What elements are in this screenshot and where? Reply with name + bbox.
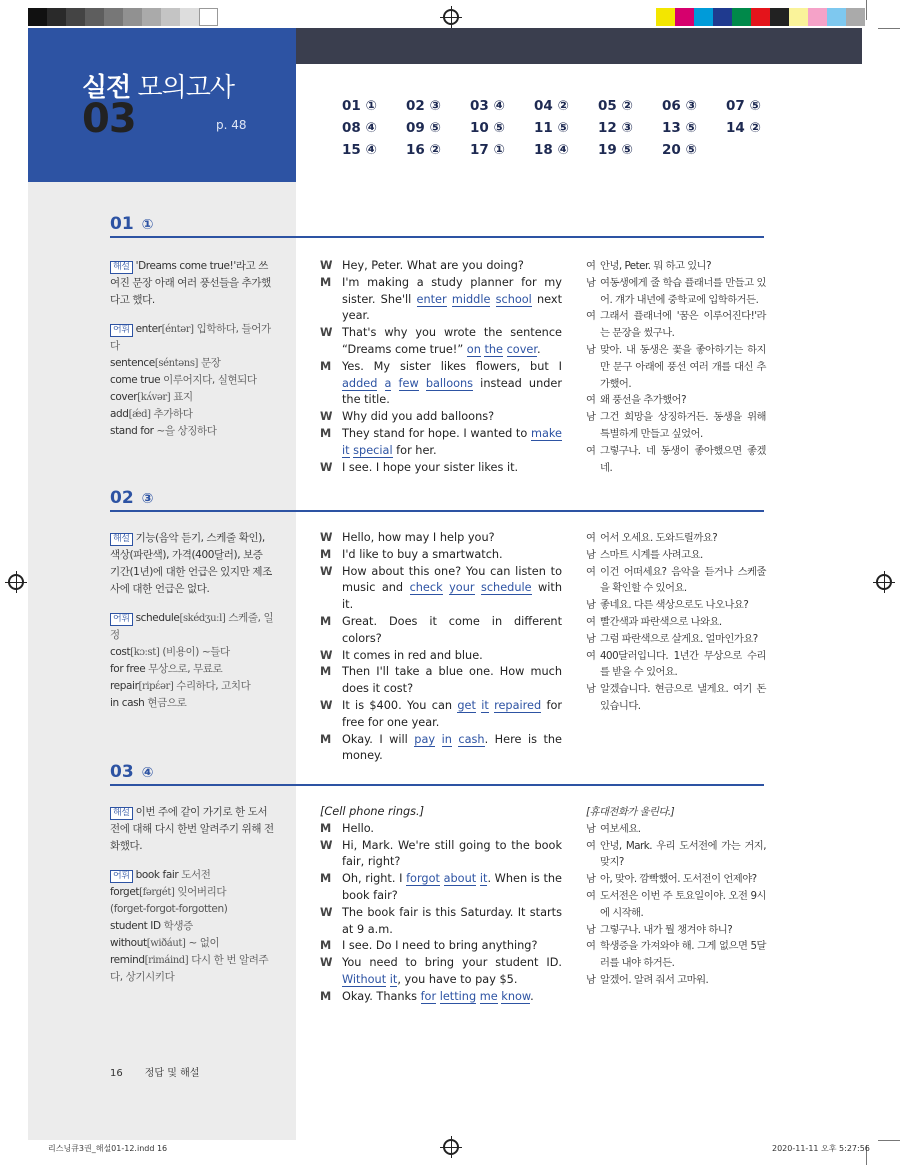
answer-key-item: 04 ② xyxy=(534,98,569,114)
vocab-word: come true xyxy=(110,374,161,386)
answer-key-item: 03 ④ xyxy=(470,98,505,114)
answer-key-item: 06 ③ xyxy=(662,98,697,114)
script-line: M I see. Do I need to bring anything? xyxy=(320,939,538,953)
translation-line: 남 아, 맞아. 깜빡했어. 도서전이 언제야? xyxy=(586,873,757,886)
page-reference: p. 48 xyxy=(216,118,247,132)
page-number: 16 xyxy=(110,1068,123,1079)
translation-line: 남 그럼 파란색으로 살게요. 얼마인가요? xyxy=(586,632,758,645)
translation-line: 여 왜 풍선을 추가했어? xyxy=(586,394,687,407)
question-01-script xyxy=(320,258,562,476)
vocab-word: add xyxy=(110,408,129,420)
script-line: W Hello, how may I help you? xyxy=(320,531,495,544)
vocab-word: in cash xyxy=(110,697,145,709)
script-line: M They stand for hope. I wanted to make it special for her. xyxy=(320,426,562,457)
script-line: M Oh, right. I forgot about it. When is the book fair? xyxy=(320,872,562,902)
test-title: 실전 모의고사 xyxy=(82,73,234,103)
translation-line: 여 도서전은 이번 주 토요일이야. 오전 9시에 시작해. xyxy=(586,889,766,919)
translation-line: 남 맞아. 내 동생은 꽃을 좋아하기는 하지만 문구 아래에 풍선 여러 개를 대신 추가했어. xyxy=(586,343,766,390)
translation-line: 여 그래서 플래너에 '꿈은 이루어진다!'라는 문장을 썼구나. xyxy=(586,310,766,340)
vocab-word: enter xyxy=(135,323,162,335)
explanation-tag: 해설 xyxy=(110,261,133,274)
vocab-word: remind xyxy=(110,954,145,966)
script-line: W The book fair is this Saturday. It starts at 9 a.m. xyxy=(320,905,562,936)
registration-mark-top xyxy=(443,9,459,25)
answer-key-item: 13 ⑤ xyxy=(662,120,697,136)
answer-key-item: 20 ⑤ xyxy=(662,142,697,158)
vocab-note: (forget-forgot-forgotten) xyxy=(110,903,228,915)
vocab-word: sentence xyxy=(110,357,155,369)
translation-line: 여 그렇구나. 네 동생이 좋아했으면 좋겠네. xyxy=(586,444,766,474)
script-line: M Great. Does it come in different colors? xyxy=(320,614,562,645)
question-number: 01 xyxy=(110,214,134,234)
vocabulary-list: 어휘 enter[éntər] 입학하다, 들어가다 sentence[séntəns] 문장 come true 이루어지다, 실현되다 cover[kʌ́vər] 표지 add[ǽd] 추가하다 stand for ~을 상징하다 xyxy=(110,323,271,437)
crop-mark xyxy=(878,28,900,29)
registration-mark-left xyxy=(8,574,24,590)
answer-key xyxy=(342,98,812,158)
test-number: 03 xyxy=(82,96,136,142)
translation-line: 남 알겠습니다. 현금으로 낼게요. 여기 돈 있습니다. xyxy=(586,683,766,712)
answer-key-item: 11 ⑤ xyxy=(534,120,569,136)
translation-line: 남 알겠어. 알려 줘서 고마워. xyxy=(586,973,709,986)
printer-grayscale-bar xyxy=(28,8,218,26)
answer-key-item: 07 ⑤ xyxy=(726,98,761,114)
script-line: W It comes in red and blue. xyxy=(320,648,483,662)
script-line: W Why did you add balloons? xyxy=(320,410,495,424)
question-number: 03 xyxy=(110,762,134,782)
vocab-word: forget xyxy=(110,886,140,898)
translation-line: 여 안녕, Mark. 우리 도서전에 가는 거지, 맞지? xyxy=(586,839,766,869)
answer-key-item: 08 ④ xyxy=(342,120,377,136)
vocabulary-list: 어휘 book fair 도서전 forget[fərgét] 잊어버리다 (forget-forgot-forgotten) student ID 학생증 without[wiðáut] ~ 없이 remind[rimáind] 다시 한 번 알려주다, 상기시키다 xyxy=(110,869,269,983)
page-footer xyxy=(110,1064,221,1079)
question-01-translation xyxy=(586,258,766,476)
question-answer: ① xyxy=(141,217,154,233)
vocab-word: for free xyxy=(110,663,146,675)
vocab-word: cover xyxy=(110,391,138,403)
translation-line: 남 그건 희망을 상징하거든. 동생을 위해 특별하게 만들고 싶었어. xyxy=(586,411,766,440)
test-title-box xyxy=(28,28,296,182)
translation-line: 남 여동생에게 줄 학습 플래너를 만들고 있어. 걔가 내년에 중학교에 입학하거든. xyxy=(586,276,766,306)
question-number: 02 xyxy=(110,488,134,508)
vocab-word: schedule xyxy=(135,612,180,624)
vocab-word: without xyxy=(110,937,147,949)
question-02-translation xyxy=(586,530,766,715)
translation-line: 여 어서 오세요. 도와드릴까요? xyxy=(586,532,718,544)
answer-key-item: 12 ③ xyxy=(598,120,633,136)
stage-direction: [휴대전화가 울린다.] xyxy=(586,806,675,818)
vocab-word: cost xyxy=(110,646,131,658)
translation-line: 여 학생증을 가져와야 해. 그게 없으면 5달러를 내야 하거든. xyxy=(586,940,766,970)
crop-mark xyxy=(866,0,867,20)
answer-key-item: 19 ⑤ xyxy=(598,142,633,158)
script-line: W How about this one? You can listen to music and check your schedule with it. xyxy=(320,564,563,612)
question-answer: ④ xyxy=(141,765,154,781)
question-answer: ③ xyxy=(141,491,154,507)
script-line: W You need to bring your student ID. Without it, you have to pay $5. xyxy=(320,956,562,986)
answer-key-item: 02 ③ xyxy=(406,98,441,114)
script-line: W Hey, Peter. What are you doing? xyxy=(320,259,524,272)
script-line: M Hello. xyxy=(320,821,375,835)
answer-key-item: 10 ⑤ xyxy=(470,120,505,136)
question-03-script xyxy=(320,804,562,1006)
translation-line: 여 400달러입니다. 1년간 무상으로 수리를 받을 수 있어요. xyxy=(586,649,766,679)
translation-line: 여 안녕, Peter. 뭐 하고 있니? xyxy=(586,260,712,272)
vocab-word: book fair xyxy=(135,869,179,881)
answer-key-item: 05 ② xyxy=(598,98,633,114)
printer-color-bar xyxy=(656,8,865,26)
header-band xyxy=(296,28,862,64)
answer-key-item: 09 ⑤ xyxy=(406,120,441,136)
answer-key-item: 15 ④ xyxy=(342,142,377,158)
print-slug-file: 리스닝큐3권_해설01-12.indd 16 xyxy=(48,1144,168,1153)
script-line: M I'm making a study planner for my sister. She'll enter middle school next year. xyxy=(320,275,563,323)
explanation-tag: 해설 xyxy=(110,533,133,546)
vocab-word: student ID xyxy=(110,920,161,932)
vocab-word: repair xyxy=(110,680,139,692)
script-line: M Then I'll take a blue one. How much does it cost? xyxy=(320,665,562,696)
translation-line: 남 그렇구나. 내가 뭘 챙겨야 하니? xyxy=(586,923,733,936)
question-03-header xyxy=(110,762,764,786)
script-line: M Okay. I will pay in cash. Here is the money. xyxy=(320,732,562,763)
vocabulary-list: 어휘 schedule[skédʒuːl] 스케줄, 일정 cost[kɔːst] (비용이) ~들다 for free 무상으로, 무료로 repair[ripέər] 수리하다, 고치다 in cash 현금으로 xyxy=(110,612,274,709)
translation-line: 여 이건 어떠세요? 음악을 듣거나 스케줄을 확인할 수 있어요. xyxy=(586,565,766,595)
answer-key-item: 16 ② xyxy=(406,142,441,158)
script-line: M Okay. Thanks for letting me know. xyxy=(320,989,534,1003)
answer-key-item: 14 ② xyxy=(726,120,761,136)
answer-key-item: 01 ① xyxy=(342,98,377,114)
vocabulary-tag: 어휘 xyxy=(110,324,133,337)
vocabulary-tag: 어휘 xyxy=(110,870,133,883)
question-02-header xyxy=(110,488,764,512)
registration-mark-right xyxy=(876,574,892,590)
question-01-notes xyxy=(110,258,274,440)
script-line: W It is $400. You can get it repaired for free for one year. xyxy=(320,698,563,729)
script-line: W That's why you wrote the sentence “Dreams come true!” on the cover. xyxy=(320,326,562,356)
translation-line: 남 스마트 시계를 사려고요. xyxy=(586,548,703,561)
section-label: 정답 및 해설 xyxy=(144,1068,200,1079)
explanation: 해설 기능(음악 듣기, 스케줄 확인), 색상(파란색), 가격(400달러), 보증 기간(1년)에 대한 언급은 있지만 제조사에 대한 언급은 없다. xyxy=(110,532,272,595)
question-02-notes xyxy=(110,530,274,712)
script-line: M Yes. My sister likes flowers, but I added a few balloons instead under the title. xyxy=(320,359,563,407)
crop-mark xyxy=(878,1140,900,1141)
vocabulary-tag: 어휘 xyxy=(110,613,133,626)
script-line: M I'd like to buy a smartwatch. xyxy=(320,547,503,561)
question-03-notes xyxy=(110,804,274,986)
vocab-word: stand for xyxy=(110,425,154,437)
stage-direction: [Cell phone rings.] xyxy=(320,805,425,818)
explanation-tag: 해설 xyxy=(110,807,133,820)
answer-key-item: 17 ① xyxy=(470,142,505,158)
question-03-translation xyxy=(586,804,766,989)
explanation: 해설 'Dreams come true!'라고 쓰여진 문장 아래 여러 풍선들을 추가했다고 했다. xyxy=(110,260,271,306)
registration-mark-bottom xyxy=(443,1139,459,1155)
translation-line: 남 여보세요. xyxy=(586,822,641,835)
script-line: W Hi, Mark. We're still going to the book fair, right? xyxy=(320,838,562,869)
script-line: W I see. I hope your sister likes it. xyxy=(320,460,519,474)
answer-key-item: 18 ④ xyxy=(534,142,569,158)
question-01-header xyxy=(110,214,764,238)
question-02-script xyxy=(320,530,562,765)
translation-line: 여 빨간색과 파란색으로 나와요. xyxy=(586,615,722,628)
print-slug-datetime: 2020-11-11 오후 5:27:56 xyxy=(772,1144,870,1153)
translation-line: 남 좋네요. 다른 색상으로도 나오나요? xyxy=(586,599,749,612)
explanation: 해설 이번 주에 같이 가기로 한 도서전에 대해 다시 한번 알려주기 위해 전화했다. xyxy=(110,806,274,852)
